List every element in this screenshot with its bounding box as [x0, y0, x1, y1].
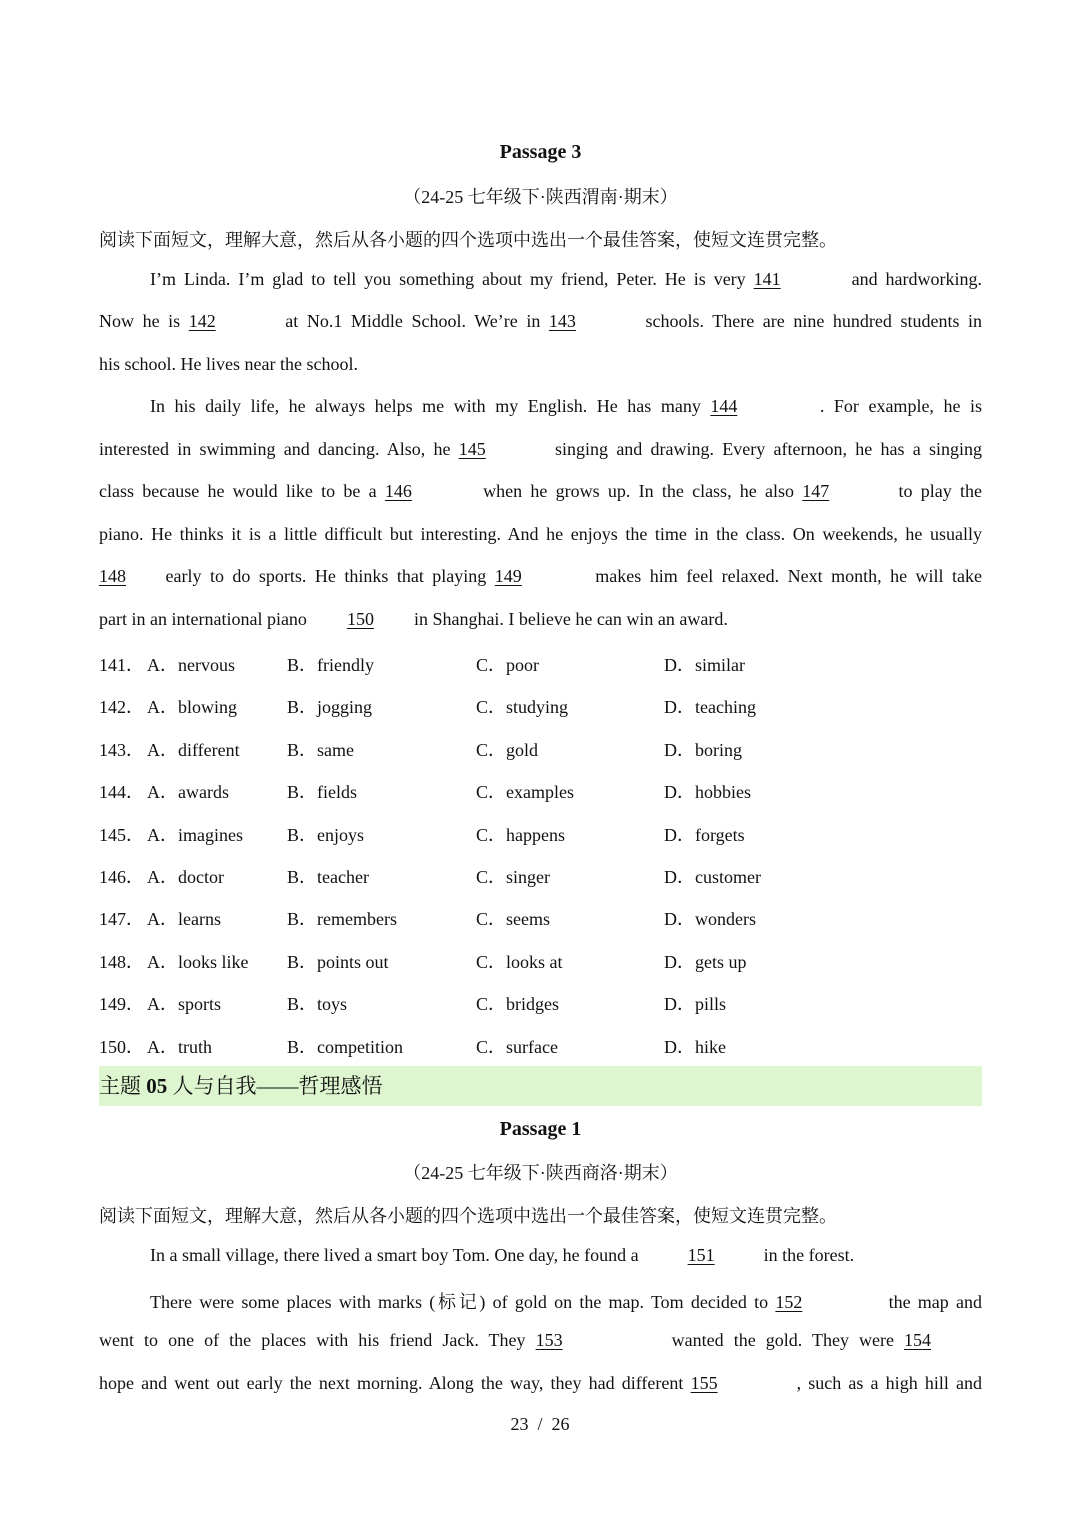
- option-b: B．enjoys: [287, 824, 365, 845]
- option-b: B．jogging: [287, 697, 373, 718]
- option-b: B．same: [287, 739, 354, 760]
- option-a: A．looks like: [147, 951, 249, 972]
- option-b: B．remembers: [287, 909, 397, 930]
- option-b: B．competition: [287, 1036, 403, 1057]
- option-row: [99, 1033, 982, 1059]
- option-a: A．doctor: [147, 867, 224, 887]
- option-c: C．examples: [476, 782, 574, 803]
- option-a: A．nervous: [147, 655, 235, 675]
- passage-title: Passage 3: [499, 141, 582, 163]
- question-number: 145．: [99, 824, 144, 845]
- question-number: 144．: [99, 782, 144, 803]
- option-b: B．points out: [287, 951, 389, 972]
- option-d: D．gets up: [664, 951, 747, 972]
- option-b: B．fields: [287, 782, 357, 803]
- option-row: [99, 990, 982, 1016]
- text-line: piano. He thinks it is a little difficult but interesting. And he enjoys the time in the class. On weekends, he usually: [99, 524, 982, 544]
- answer-blank-143: 143: [548, 311, 576, 331]
- answer-blank-147: 147: [802, 481, 830, 501]
- option-d: D．customer: [664, 867, 761, 887]
- option-row: [99, 948, 982, 974]
- text-line: In his daily life, he always helps me with my English. He has many 144 . For example, he is: [150, 396, 982, 416]
- passage-title: Passage 1: [499, 1118, 582, 1140]
- question-number: 148．: [99, 951, 144, 972]
- question-number: 146．: [99, 867, 144, 887]
- option-c: C．poor: [476, 655, 539, 675]
- question-number: 143．: [99, 739, 144, 760]
- text-line: his school. He lives near the school.: [99, 354, 358, 374]
- option-c: C．studying: [476, 697, 569, 718]
- text-line: 148 early to do sports. He thinks that playing 149 makes him feel relaxed. Next month, he will take: [99, 566, 983, 586]
- option-d: D．similar: [664, 655, 745, 675]
- option-a: A．awards: [147, 782, 229, 803]
- option-row: [99, 693, 982, 719]
- answer-blank-149: 149: [494, 566, 522, 586]
- passage-source: （24-25 七年级下·陕西渭南·期末）: [403, 187, 678, 207]
- option-b: B．toys: [287, 994, 348, 1015]
- option-d: D．teaching: [664, 697, 756, 718]
- option-d: D．wonders: [664, 909, 756, 930]
- option-a: A．different: [147, 739, 240, 760]
- answer-blank-151: 151: [687, 1245, 715, 1265]
- question-number: 141．: [99, 655, 144, 675]
- answer-blank-146: 146: [384, 481, 412, 501]
- passage-instruction: 阅读下面短文，理解大意，然后从各小题的四个选项中选出一个最佳答案，使短文连贯完整。: [99, 1206, 837, 1226]
- passage-instruction: 阅读下面短文，理解大意，然后从各小题的四个选项中选出一个最佳答案，使短文连贯完整。: [99, 230, 837, 250]
- option-b: B．friendly: [287, 655, 374, 675]
- option-c: C．gold: [476, 739, 539, 760]
- text-line: In a small village, there lived a smart boy Tom. One day, he found a 151 in the forest.: [150, 1245, 855, 1265]
- option-row: [99, 736, 982, 762]
- answer-blank-152: 152: [775, 1292, 803, 1312]
- text-line: There were some places with marks (标记) of gold on the map. Tom decided to 152 the map and: [150, 1292, 983, 1312]
- option-c: C．surface: [476, 1036, 558, 1057]
- page-number: 23 / 26: [510, 1414, 570, 1434]
- text-line: part in an international piano 150 in Shanghai. I believe he can win an award.: [99, 609, 728, 629]
- option-a: A．learns: [147, 909, 221, 930]
- question-number: 147．: [99, 909, 144, 930]
- question-number: 142．: [99, 697, 144, 718]
- text-line: Now he is 142 at No.1 Middle School. We’re in 143 schools. There are nine hundred students in: [99, 311, 983, 331]
- question-number: 150．: [99, 1036, 144, 1057]
- option-b: B．teacher: [287, 867, 369, 887]
- option-d: D．hobbies: [664, 782, 751, 803]
- option-row: [99, 905, 982, 931]
- answer-blank-145: 145: [458, 439, 486, 459]
- passage-source: （24-25 七年级下·陕西商洛·期末）: [403, 1163, 678, 1183]
- option-row: [99, 863, 982, 889]
- option-a: A．truth: [147, 1036, 212, 1057]
- option-a: A．blowing: [147, 697, 237, 718]
- option-a: A．sports: [147, 994, 222, 1015]
- answer-blank-148: 148: [99, 566, 126, 586]
- answer-blank-144: 144: [710, 396, 738, 416]
- option-row: [99, 821, 982, 847]
- answer-blank-150: 150: [346, 609, 374, 629]
- text-line: interested in swimming and dancing. Also, he 145 singing and drawing. Every afternoon, he has a singing: [99, 439, 983, 459]
- option-d: D．hike: [664, 1036, 726, 1057]
- text-line: class because he would like to be a 146 when he grows up. In the class, he also 147 to play the: [99, 481, 983, 501]
- answer-blank-142: 142: [188, 311, 216, 331]
- text-line: I’m Linda. I’m glad to tell you something about my friend, Peter. He is very 141 and hardworking.: [150, 269, 983, 289]
- option-c: C．looks at: [476, 951, 563, 972]
- question-number: 149．: [99, 994, 144, 1015]
- option-d: D．boring: [664, 739, 742, 760]
- option-c: C．happens: [476, 824, 565, 845]
- option-row: [99, 778, 982, 804]
- text-line: hope and went out early the next morning. Along the way, they had different 155 , such as a high hill and: [99, 1373, 982, 1393]
- text-line: went to one of the places with his friend Jack. They 153 wanted the gold. They were 154: [99, 1330, 982, 1356]
- answer-blank-155: 155: [690, 1373, 718, 1393]
- option-a: A．imagines: [147, 824, 243, 845]
- option-row: [99, 651, 982, 677]
- option-d: D．pills: [664, 994, 727, 1015]
- option-c: C．bridges: [476, 994, 559, 1015]
- answer-blank-153: 153: [535, 1330, 563, 1350]
- option-c: C．singer: [476, 867, 550, 887]
- answer-blank-154: 154: [904, 1330, 932, 1350]
- option-d: D．forgets: [664, 824, 745, 845]
- topic-banner: 主题 05 人与自我——哲理感悟: [99, 1066, 982, 1106]
- answer-blank-141: 141: [753, 269, 781, 289]
- option-c: C．seems: [476, 909, 550, 930]
